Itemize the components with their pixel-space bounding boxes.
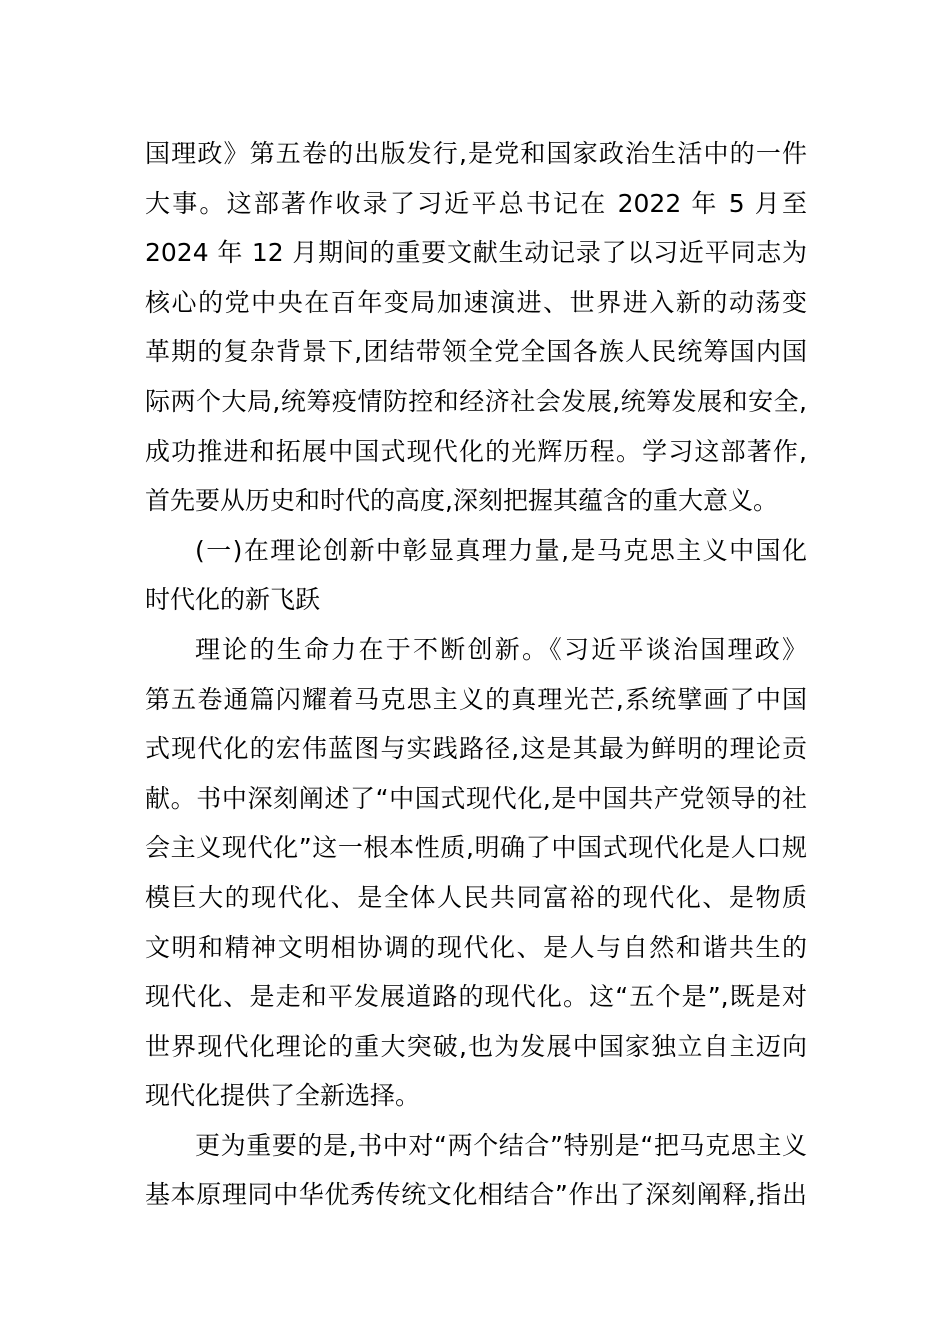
- text-line: 核心的党中央在百年变局加速演进、世界进入新的动荡变: [145, 287, 807, 317]
- text-line: 大事。这部著作收录了习近平总书记在 2022 年 5 月至: [145, 188, 807, 218]
- text-line: 国理政》第五卷的出版发行,是党和国家政治生活中的一件: [145, 139, 807, 168]
- section-heading-line: 时代化的新飞跃: [145, 585, 321, 615]
- text-line: 更为重要的是,书中对“两个结合”特别是“把马克思主义: [195, 1130, 807, 1160]
- text-line: 首先要从历史和时代的高度,深刻把握其蕴含的重大意义。: [145, 486, 778, 516]
- text-line: 现代化提供了全新选择。: [145, 1081, 421, 1111]
- text-line: 式现代化的宏伟蓝图与实践路径,这是其最为鲜明的理论贡: [145, 734, 807, 764]
- text-line: 模巨大的现代化、是全体人民共同富裕的现代化、是物质: [145, 882, 807, 912]
- text-line: 2024 年 12 月期间的重要文献生动记录了以习近平同志为: [145, 238, 807, 268]
- text-line: 文明和精神文明相协调的现代化、是人与自然和谐共生的: [145, 932, 807, 962]
- text-line: 献。书中深刻阐述了“中国式现代化,是中国共产党领导的社: [145, 783, 807, 813]
- text-line: 际两个大局,统筹疫情防控和经济社会发展,统筹发展和安全,: [145, 386, 807, 416]
- text-line: 基本原理同中华优秀传统文化相结合”作出了深刻阐释,指出: [145, 1180, 807, 1210]
- text-line: 成功推进和拓展中国式现代化的光辉历程。学习这部著作,: [145, 436, 807, 466]
- section-heading-line: (一)在理论创新中彰显真理力量,是马克思主义中国化: [195, 535, 807, 565]
- text-line: 世界现代化理论的重大突破,也为发展中国家独立自主迈向: [145, 1031, 807, 1061]
- document-body: [145, 129, 807, 1220]
- text-line: 革期的复杂背景下,团结带领全党全国各族人民统筹国内国: [145, 337, 807, 367]
- text-line: 会主义现代化”这一根本性质,明确了中国式现代化是人口规: [145, 833, 807, 863]
- text-line: 理论的生命力在于不断创新。《习近平谈治国理政》: [195, 634, 807, 664]
- text-line: 现代化、是走和平发展道路的现代化。这“五个是”,既是对: [145, 982, 807, 1012]
- text-line: 第五卷通篇闪耀着马克思主义的真理光芒,系统擘画了中国: [145, 684, 807, 714]
